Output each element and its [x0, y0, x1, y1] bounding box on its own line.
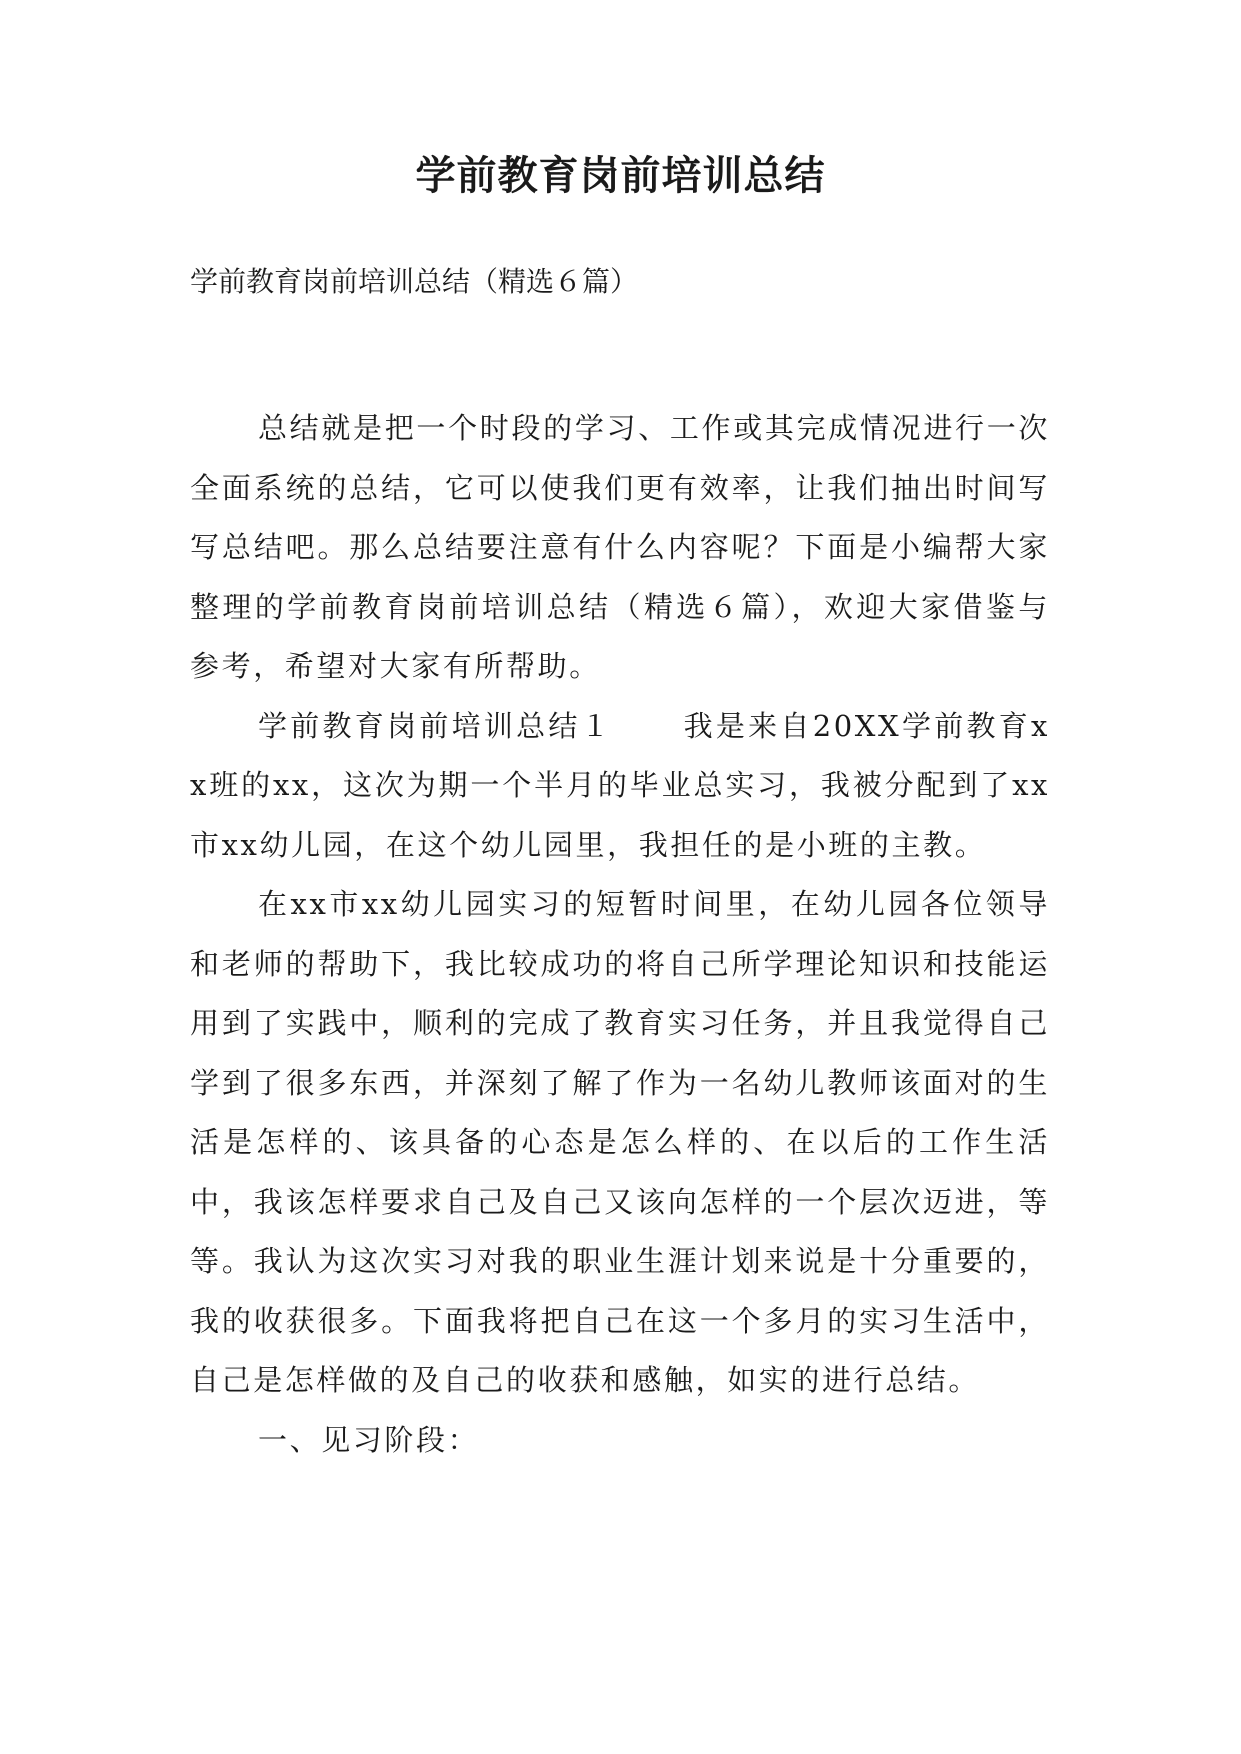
article-1-intro-text: 我是来自20XX学前教育xx班的xx，这次为期一个半月的毕业总实习，我被分配到了xx市xx幼儿园，在这个幼儿园里，我担任的是小班的主教。 [190, 708, 1050, 862]
article-1-heading: 学前教育岗前培训总结１ [258, 708, 613, 743]
document-title: 学前教育岗前培训总结 [415, 152, 826, 199]
section-heading-internship: 一、见习阶段： [258, 1422, 480, 1457]
intro-paragraph: 总结就是把一个时段的学习、工作或其完成情况进行一次全面系统的总结，它可以使我们更有效率，让我们抽出时间写写总结吧。那么总结要注意有什么内容呢？下面是小编帮大家整理的学前教育岗前培训总结（精选６篇），欢迎大家借鉴与参考，希望对大家有所帮助。 [190, 411, 1050, 683]
document-body [190, 399, 1050, 1470]
article-1-first-paragraph [190, 697, 1050, 876]
article-1-body-paragraph: 在xx市xx幼儿园实习的短暂时间里，在幼儿园各位领导和老师的帮助下，我比较成功的将自己所学理论知识和技能运用到了实践中，顺利的完成了教育实习任务，并且我觉得自己学到了很多东西，并深刻了解了作为一名幼儿教师该面对的生活是怎样的、该具备的心态是怎么样的、在以后的工作生活中，我该怎样要求自己及自己又该向怎样的一个层次迈进，等等。我认为这次实习对我的职业生涯计划来说是十分重要的，我的收获很多。下面我将把自己在这一个多月的实习生活中，自己是怎样做的及自己的收获和感触，如实的进行总结。 [190, 887, 1050, 1397]
document-subtitle: 学前教育岗前培训总结（精选６篇） [190, 265, 639, 298]
